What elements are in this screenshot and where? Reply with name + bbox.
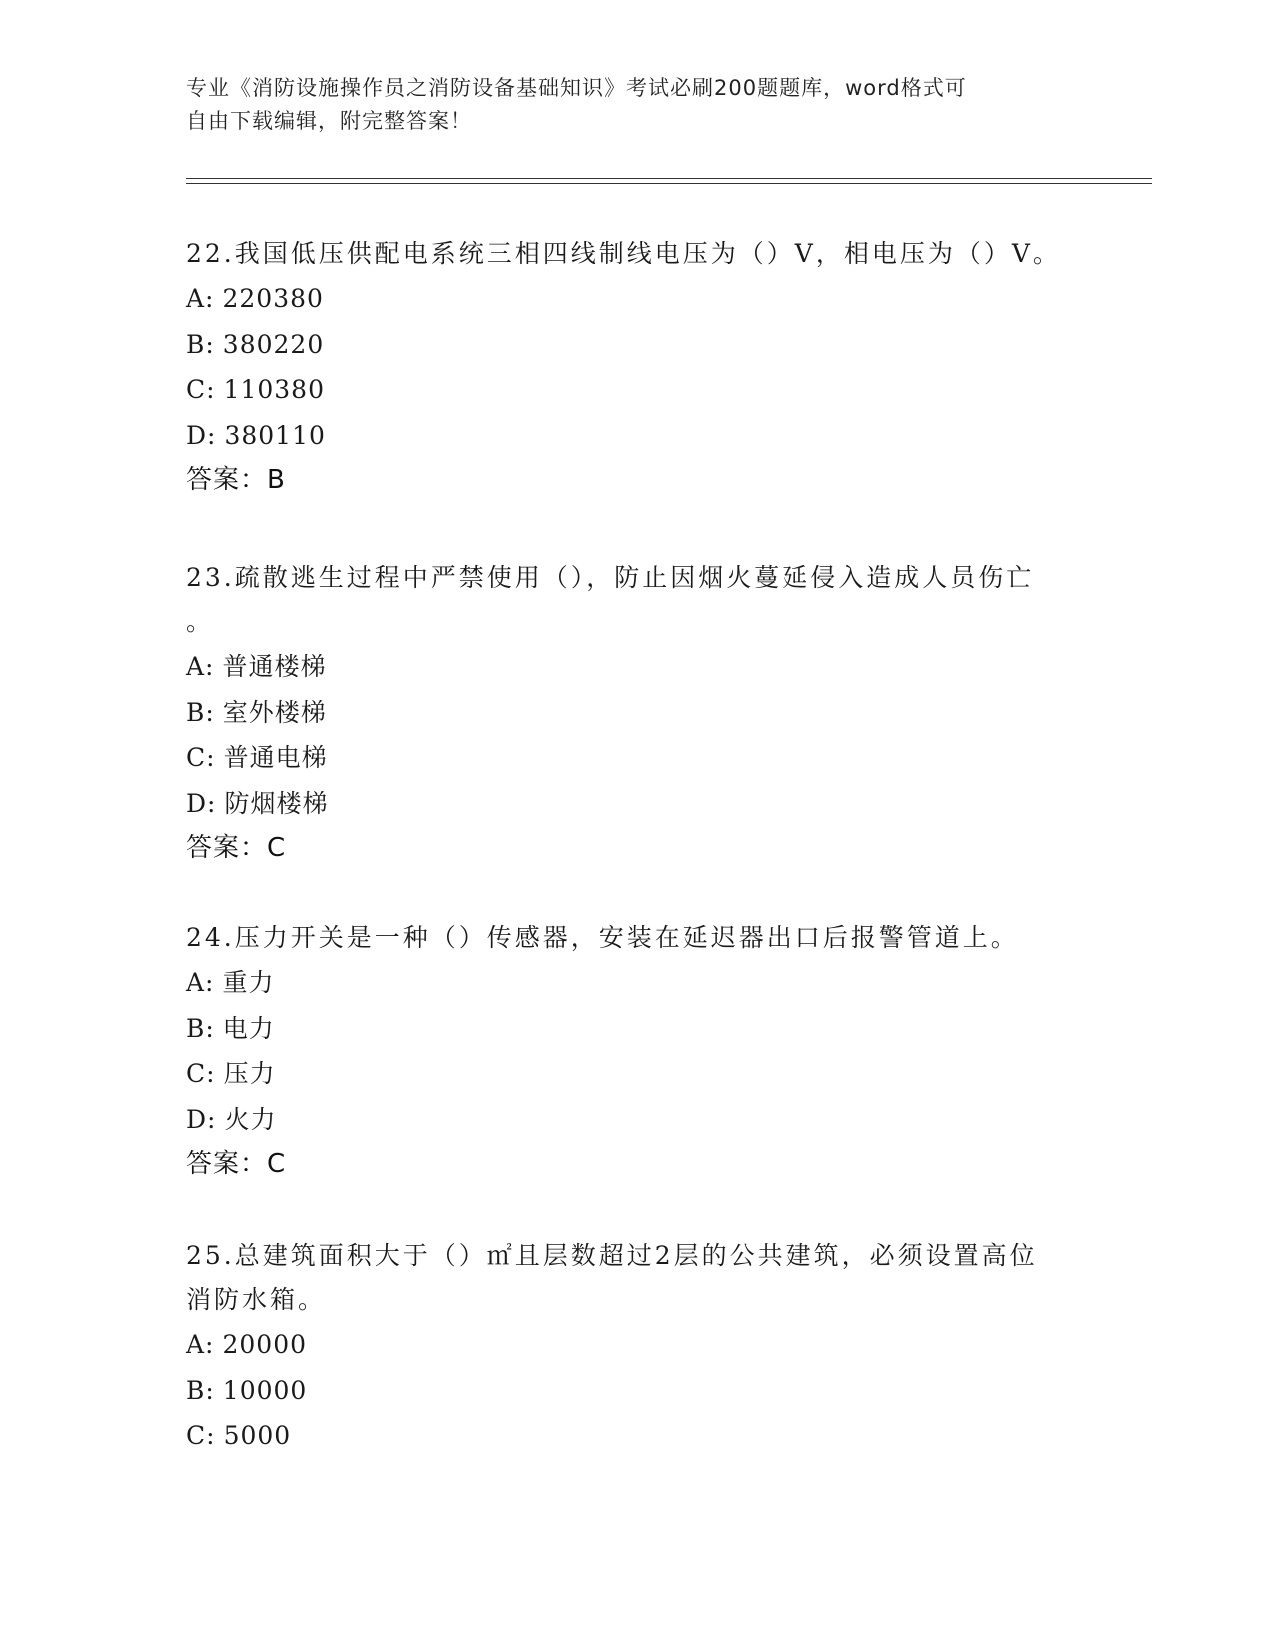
question-stem-continued: 。	[186, 607, 215, 636]
option-a	[186, 960, 1066, 1006]
question-stem: 25.总建筑面积大于（）㎡且层数超过2层的公共建筑，必须设置高位	[186, 1241, 1038, 1270]
answer-line: 答案：B	[186, 465, 286, 495]
question-24	[186, 916, 1066, 1187]
option-b	[186, 322, 1066, 368]
question-25	[186, 1234, 1066, 1459]
option-d	[186, 413, 1066, 459]
header-line-1: 专业《消防设施操作员之消防设备基础知识》考试必刷200题题库，word格式可	[186, 76, 967, 100]
option-b	[186, 690, 1066, 736]
answer-line: 答案：C	[186, 1149, 287, 1179]
option-b	[186, 1006, 1066, 1052]
option-key: C:	[186, 743, 216, 772]
header-divider-bottom	[186, 183, 1152, 184]
option-text: 室外楼梯	[222, 697, 327, 727]
option-text: 普通楼梯	[222, 652, 327, 681]
option-key: D:	[186, 1104, 217, 1134]
option-text: 110380	[223, 375, 325, 404]
option-a	[186, 276, 1066, 322]
option-text: 重力	[222, 968, 275, 997]
option-key: C:	[186, 1059, 216, 1088]
option-d	[186, 781, 1066, 827]
option-key: A:	[186, 968, 215, 997]
option-text: 电力	[222, 1013, 275, 1043]
option-text: 380110	[224, 420, 326, 450]
document-header	[186, 72, 1066, 138]
option-text: 10000	[222, 1375, 308, 1405]
option-key: B:	[186, 329, 215, 359]
option-key: C:	[186, 375, 216, 404]
option-c	[186, 1413, 1066, 1459]
option-key: B:	[186, 697, 215, 727]
option-text: 380220	[222, 329, 325, 359]
header-divider-top	[186, 178, 1152, 179]
option-text: 20000	[222, 1330, 308, 1359]
option-key: A:	[186, 652, 215, 681]
question-stem: 23.疏散逃生过程中严禁使用（），防止因烟火蔓延侵入造成人员伤亡	[186, 563, 1035, 592]
option-text: 压力	[223, 1059, 276, 1088]
option-key: D:	[186, 420, 217, 450]
option-c	[186, 1051, 1066, 1097]
option-text: 火力	[224, 1104, 277, 1134]
question-stem: 24.压力开关是一种（）传感器，安装在延迟器出口后报警管道上。	[186, 923, 1019, 952]
question-22	[186, 232, 1066, 503]
option-key: D:	[186, 788, 217, 818]
question-stem: 22.我国低压供配电系统三相四线制线电压为（）V，相电压为（）V。	[186, 239, 1061, 268]
header-line-2: 自由下载编辑，附完整答案！	[186, 109, 472, 133]
option-b	[186, 1368, 1066, 1414]
option-a	[186, 1322, 1066, 1368]
option-a	[186, 644, 1066, 690]
option-key: A:	[186, 284, 215, 313]
option-text: 5000	[223, 1421, 292, 1450]
option-text: 防烟楼梯	[224, 788, 329, 818]
option-text: 普通电梯	[223, 743, 328, 772]
option-c	[186, 735, 1066, 781]
option-d	[186, 1097, 1066, 1143]
question-23	[186, 556, 1066, 871]
option-text: 220380	[222, 284, 324, 313]
option-key: C:	[186, 1421, 216, 1450]
option-key: A:	[186, 1330, 215, 1359]
answer-line: 答案：C	[186, 833, 287, 863]
option-key: B:	[186, 1013, 215, 1043]
option-key: B:	[186, 1375, 215, 1405]
option-c	[186, 367, 1066, 413]
question-stem-continued: 消防水箱。	[186, 1285, 327, 1314]
